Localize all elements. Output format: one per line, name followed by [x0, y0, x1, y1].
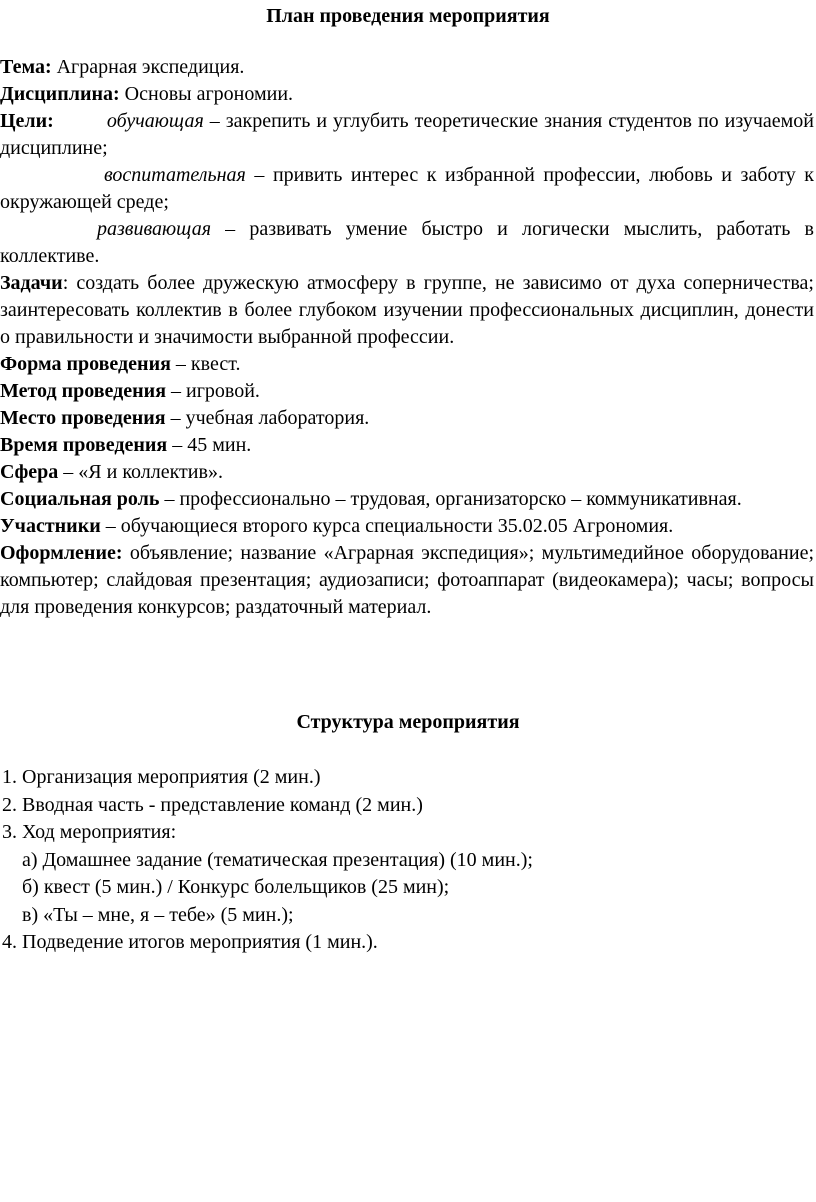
goal-upbringing-name: воспитательная: [104, 164, 246, 186]
place-value: – учебная лаборатория.: [165, 407, 370, 429]
theme-value: Аграрная экспедиция.: [51, 56, 245, 78]
time-line: [0, 432, 814, 459]
goals-label: Цели:: [0, 110, 54, 132]
goal-developing: [0, 216, 814, 270]
method-label: Метод проведения: [0, 380, 167, 402]
form-line: [0, 351, 814, 378]
discipline-label: Дисциплина:: [0, 83, 120, 105]
design-line: [0, 540, 814, 621]
document-title: План проведения мероприятия: [266, 5, 550, 27]
structure-subitem: а) Домашнее задание (тематическая презентация) (10 мин.);: [22, 848, 533, 871]
tasks-value: : создать более дружескую атмосферу в группе, не зависимо от духа соперничества; заинтересовать коллектив в более глубоком изучении профессиональных дисциплин, донести о правильности и значимости выбранной профессии.: [0, 272, 814, 348]
goal-upbringing-text: – привить интерес к избранной профессии, любовь и заботу к окружающей среде;: [0, 164, 814, 213]
goal-educational-text: – закрепить и углубить теоретические знания студентов по изучаемой дисциплине;: [0, 110, 814, 159]
structure-subitem: в) «Ты – мне, я – тебе» (5 мин.);: [22, 903, 294, 926]
goal-developing-name: развивающая: [97, 218, 212, 240]
structure-title: Структура мероприятия: [296, 711, 520, 733]
place-line: [0, 405, 814, 432]
form-value: – квест.: [170, 353, 241, 375]
form-label: Форма проведения: [0, 353, 171, 375]
place-label: Место проведения: [0, 407, 166, 429]
tasks-label: Задачи: [0, 272, 63, 294]
sphere-value: – «Я и коллектив».: [58, 461, 223, 483]
design-label: Оформление:: [0, 542, 123, 564]
participants-line: [0, 513, 814, 540]
structure-item: 3. Ход мероприятия:: [2, 821, 177, 843]
design-value: объявление; название «Аграрная экспедиция»; мультимедийное оборудование; компьютер; слайдовая презентация; аудиозаписи; фотоаппарат (видеокамера); часы; вопросы для проведения конкурсов; раздаточный материал.: [0, 542, 814, 618]
goal-upbringing: [0, 162, 814, 216]
method-value: – игровой.: [166, 380, 260, 402]
social-role-value: – профессионально – трудовая, организаторско – коммуникативная.: [159, 488, 742, 510]
theme-line: [0, 54, 814, 81]
social-role-label: Социальная роль: [0, 488, 160, 510]
time-value: – 45 мин.: [167, 434, 252, 456]
sphere-label: Сфера: [0, 461, 59, 483]
sphere-line: [0, 459, 814, 486]
method-line: [0, 378, 814, 405]
goal-educational: [0, 108, 814, 162]
participants-label: Участники: [0, 515, 101, 537]
event-plan: [0, 54, 814, 621]
goal-educational-name: обучающая: [106, 110, 204, 132]
structure-list: [2, 764, 802, 957]
time-label: Время проведения: [0, 434, 168, 456]
social-role-line: [0, 486, 814, 513]
discipline-value: Основы агрономии.: [119, 83, 294, 105]
structure-subitem: б) квест (5 мин.) / Конкурс болельщиков (25 мин);: [22, 876, 450, 898]
tasks-line: [0, 270, 814, 351]
discipline-line: [0, 81, 814, 108]
theme-label: Тема:: [0, 56, 52, 78]
goal-developing-text: – развивать умение быстро и логически мыслить, работать в коллективе.: [0, 218, 814, 267]
participants-value: – обучающиеся второго курса специальности 35.02.05 Агрономия.: [100, 515, 674, 537]
structure-item: 2. Вводная часть - представление команд (2 мин.): [2, 793, 423, 816]
structure-item: 1. Организация мероприятия (2 мин.): [2, 766, 321, 788]
structure-item: 4. Подведение итогов мероприятия (1 мин.).: [2, 931, 378, 953]
